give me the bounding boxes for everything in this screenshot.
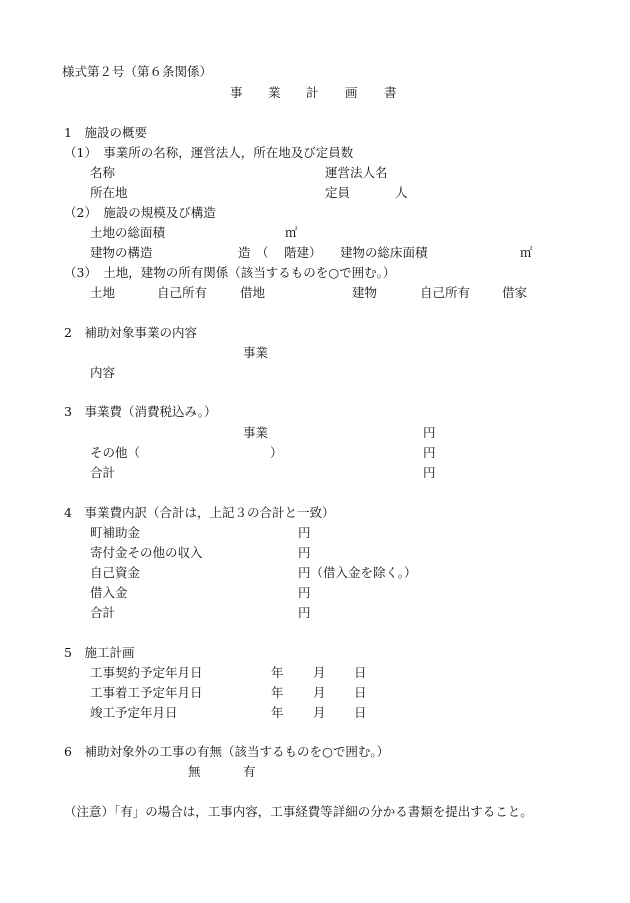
- section1-sub3-heading: （3） 土地，建物の所有関係（該当するものを○で囲む。）: [64, 265, 396, 280]
- section2-project-label: 事業: [243, 345, 269, 360]
- breakdown-row-label: 自己資金: [90, 565, 141, 580]
- section1-sub1-heading: （1） 事業所の名称，運営法人，所在地及び定員数: [64, 145, 354, 160]
- breakdown-row-label: 合計: [90, 605, 116, 620]
- document-title-char-5: 書: [384, 85, 397, 100]
- schedule-row-label: 工事契約予定年月日: [90, 665, 203, 680]
- form-number: 様式第２号（第６条関係）: [62, 64, 213, 79]
- building-own-option: 自己所有: [420, 285, 471, 300]
- section3-heading: 3 事業費（消費税込み。）: [64, 404, 217, 419]
- no-option: 無: [188, 764, 201, 779]
- breakdown-row-label: 町補助金: [90, 525, 141, 540]
- section2-heading: 2 補助対象事業の内容: [64, 325, 197, 340]
- structure-suffix: 造: [238, 245, 251, 260]
- land-area-unit: ㎡: [285, 225, 298, 240]
- document-title-char-4: 画: [345, 85, 358, 100]
- yes-option: 有: [243, 764, 256, 779]
- breakdown-row-label: 借入金: [90, 585, 128, 600]
- schedule-month: 月: [313, 665, 326, 680]
- breakdown-row-label: 寄付金その他の収入: [90, 545, 203, 560]
- section3-other-close-paren: ）: [270, 445, 283, 460]
- section3-project-unit: 円: [423, 425, 436, 440]
- footnote: （注意）「有」の場合は，工事内容，工事経費等詳細の分かる書類を提出すること。: [64, 804, 533, 819]
- corp-label: 運営法人名: [325, 165, 388, 180]
- section2-content-label: 内容: [90, 365, 116, 380]
- section5-heading: 5 施工計画: [64, 645, 135, 660]
- schedule-day: 日: [354, 665, 367, 680]
- section4-heading: 4 事業費内訳（合計は，上記３の合計と一致）: [64, 505, 335, 520]
- section3-other-label: その他（: [90, 445, 141, 460]
- schedule-year: 年: [271, 665, 284, 680]
- floor-area-label: 建物の総床面積: [340, 245, 428, 260]
- schedule-day: 日: [354, 705, 367, 720]
- document-title-char-3: 計: [306, 85, 319, 100]
- land-area-label: 土地の総面積: [90, 225, 166, 240]
- section3-other-unit: 円: [423, 445, 436, 460]
- section1-sub2-heading: （2） 施設の規模及び構造: [64, 205, 216, 220]
- breakdown-row-unit: 円: [298, 525, 311, 540]
- floors-open-paren: （: [256, 245, 269, 260]
- floors-label: 階建）: [284, 245, 322, 260]
- floor-area-unit: ㎡: [520, 245, 533, 260]
- schedule-day: 日: [354, 685, 367, 700]
- document-title-char-2: 業: [268, 85, 281, 100]
- capacity-unit: 人: [395, 185, 408, 200]
- building-label: 建物: [352, 285, 378, 300]
- land-own-option: 自己所有: [157, 285, 208, 300]
- schedule-year: 年: [271, 705, 284, 720]
- breakdown-row-unit: 円: [298, 585, 311, 600]
- section3-total-label: 合計: [90, 465, 116, 480]
- schedule-month: 月: [313, 685, 326, 700]
- schedule-month: 月: [313, 705, 326, 720]
- document-title-char-1: 事: [230, 85, 243, 100]
- breakdown-row-unit: 円: [298, 605, 311, 620]
- section6-heading: 6 補助対象外の工事の有無（該当するものを○で囲む。）: [64, 744, 390, 759]
- name-label: 名称: [90, 165, 116, 180]
- capacity-label: 定員: [325, 185, 351, 200]
- land-lease-option: 借地: [240, 285, 266, 300]
- address-label: 所在地: [90, 185, 128, 200]
- land-label: 土地: [90, 285, 116, 300]
- section3-total-unit: 円: [423, 465, 436, 480]
- section1-heading: 1 施設の概要: [64, 125, 147, 140]
- breakdown-row-unit: 円: [298, 545, 311, 560]
- section3-project-label: 事業: [243, 425, 269, 440]
- breakdown-row-unit: 円（借入金を除く。）: [298, 565, 417, 580]
- building-lease-option: 借家: [502, 285, 528, 300]
- schedule-year: 年: [271, 685, 284, 700]
- schedule-row-label: 工事着工予定年月日: [90, 685, 203, 700]
- schedule-row-label: 竣工予定年月日: [90, 705, 178, 720]
- structure-label: 建物の構造: [90, 245, 153, 260]
